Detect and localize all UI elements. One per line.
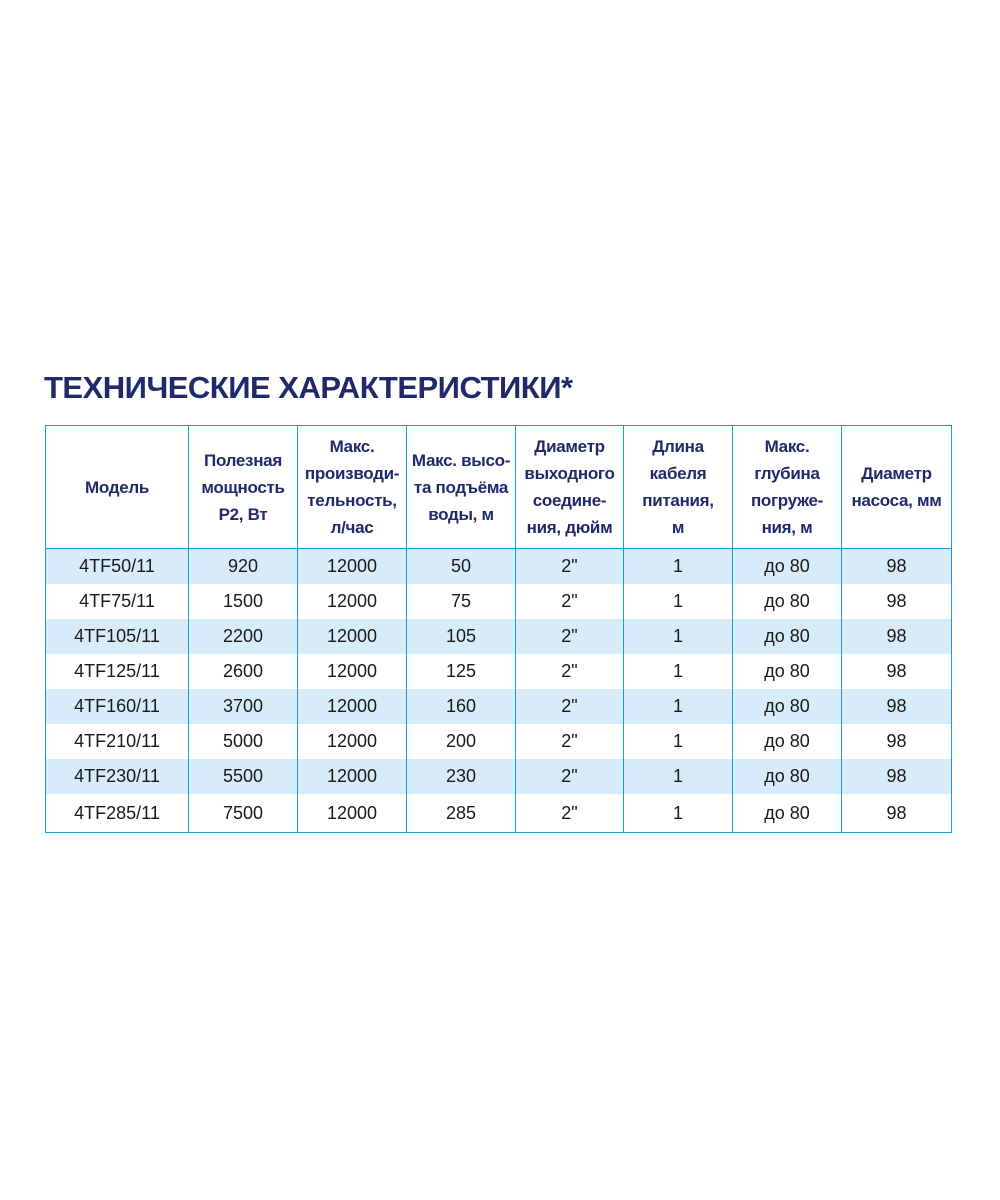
cell-pump-diameter: 98 (842, 549, 952, 585)
cell-capacity: 12000 (298, 549, 407, 585)
cell-cable-length: 1 (624, 724, 733, 759)
cell-pump-diameter: 98 (842, 724, 952, 759)
cell-immersion-depth: до 80 (733, 584, 842, 619)
cell-power: 7500 (189, 794, 298, 833)
cell-power: 5000 (189, 724, 298, 759)
cell-outlet-diameter: 2" (516, 584, 624, 619)
cell-cable-length: 1 (624, 759, 733, 794)
cell-immersion-depth: до 80 (733, 549, 842, 585)
cell-model: 4TF50/11 (46, 549, 189, 585)
cell-cable-length: 1 (624, 619, 733, 654)
header-cable-length: Длина кабеля питания, м (624, 426, 733, 549)
cell-cable-length: 1 (624, 549, 733, 585)
table-row (46, 724, 952, 759)
cell-capacity: 12000 (298, 584, 407, 619)
table-row (46, 584, 952, 619)
cell-capacity: 12000 (298, 619, 407, 654)
header-pump-diameter: Диаметр насоса, мм (842, 426, 952, 549)
cell-capacity: 12000 (298, 794, 407, 833)
cell-model: 4TF75/11 (46, 584, 189, 619)
cell-cable-length: 1 (624, 794, 733, 833)
table-row (46, 549, 952, 585)
header-immersion-depth: Макс. глубина погруже- ния, м (733, 426, 842, 549)
cell-pump-diameter: 98 (842, 654, 952, 689)
cell-capacity: 12000 (298, 689, 407, 724)
header-outlet-diameter: Диаметр выходного соедине- ния, дюйм (516, 426, 624, 549)
header-capacity: Макс. производи- тельность, л/час (298, 426, 407, 549)
cell-outlet-diameter: 2" (516, 794, 624, 833)
header-power: Полезная мощность P2, Вт (189, 426, 298, 549)
cell-model: 4TF105/11 (46, 619, 189, 654)
cell-immersion-depth: до 80 (733, 619, 842, 654)
cell-lift-height: 200 (407, 724, 516, 759)
cell-power: 5500 (189, 759, 298, 794)
cell-lift-height: 125 (407, 654, 516, 689)
cell-immersion-depth: до 80 (733, 724, 842, 759)
cell-capacity: 12000 (298, 654, 407, 689)
table-row (46, 689, 952, 724)
cell-model: 4TF285/11 (46, 794, 189, 833)
cell-power: 2200 (189, 619, 298, 654)
cell-cable-length: 1 (624, 584, 733, 619)
specs-table (45, 425, 952, 833)
cell-immersion-depth: до 80 (733, 759, 842, 794)
cell-outlet-diameter: 2" (516, 759, 624, 794)
cell-immersion-depth: до 80 (733, 689, 842, 724)
cell-model: 4TF230/11 (46, 759, 189, 794)
page-title: ТЕХНИЧЕСКИЕ ХАРАКТЕРИСТИКИ* (44, 370, 573, 405)
cell-outlet-diameter: 2" (516, 619, 624, 654)
header-model: Модель (46, 426, 189, 549)
table-row (46, 794, 952, 833)
header-row (46, 426, 952, 549)
cell-lift-height: 160 (407, 689, 516, 724)
cell-power: 3700 (189, 689, 298, 724)
cell-lift-height: 230 (407, 759, 516, 794)
cell-lift-height: 50 (407, 549, 516, 585)
cell-outlet-diameter: 2" (516, 549, 624, 585)
cell-pump-diameter: 98 (842, 794, 952, 833)
cell-model: 4TF125/11 (46, 654, 189, 689)
cell-cable-length: 1 (624, 654, 733, 689)
cell-outlet-diameter: 2" (516, 724, 624, 759)
cell-model: 4TF210/11 (46, 724, 189, 759)
cell-power: 2600 (189, 654, 298, 689)
header-lift-height: Макс. высо- та подъёма воды, м (407, 426, 516, 549)
cell-cable-length: 1 (624, 689, 733, 724)
cell-power: 920 (189, 549, 298, 585)
cell-capacity: 12000 (298, 724, 407, 759)
cell-lift-height: 285 (407, 794, 516, 833)
cell-immersion-depth: до 80 (733, 654, 842, 689)
cell-outlet-diameter: 2" (516, 654, 624, 689)
cell-lift-height: 75 (407, 584, 516, 619)
table-row (46, 759, 952, 794)
cell-power: 1500 (189, 584, 298, 619)
cell-pump-diameter: 98 (842, 584, 952, 619)
cell-model: 4TF160/11 (46, 689, 189, 724)
cell-capacity: 12000 (298, 759, 407, 794)
table-row (46, 619, 952, 654)
cell-pump-diameter: 98 (842, 759, 952, 794)
cell-outlet-diameter: 2" (516, 689, 624, 724)
cell-pump-diameter: 98 (842, 689, 952, 724)
table-row (46, 654, 952, 689)
cell-immersion-depth: до 80 (733, 794, 842, 833)
cell-pump-diameter: 98 (842, 619, 952, 654)
cell-lift-height: 105 (407, 619, 516, 654)
